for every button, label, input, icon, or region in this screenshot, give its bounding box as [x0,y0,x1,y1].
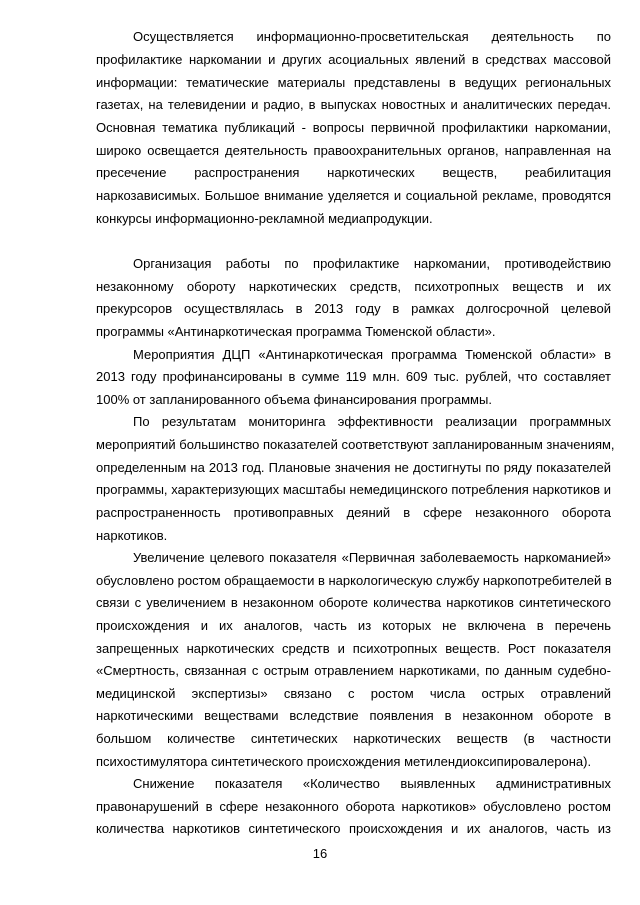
text-line: незаконному обороту наркотических средств, психотропных веществ и их [96,279,611,294]
text-line: наркозависимых. Большое внимание уделяется и социальной рекламе, проводятся [96,188,611,203]
text-line: 2013 году профинансированы в сумме 119 млн. 609 тыс. рублей, что составляет [96,369,611,384]
text-line: конкурсы информационно-рекламной медиапродукции. [96,211,433,226]
text-line: профилактике наркомании и других асоциальных явлений в средствах массовой [96,52,611,67]
text-line: наркотиков. [96,528,168,543]
text-line: По результатам мониторинга эффективности реализации программных [133,414,611,429]
text-line: прекурсоров осуществлялась в 2013 году в рамках долгосрочной целевой [96,301,611,316]
text-line: связи с увеличением в незаконном обороте количества наркотиков синтетического [96,595,611,610]
text-line: происхождения и их аналогов, часть из которых не включена в перечень [96,618,611,633]
text-line: 100% от запланированного объема финансирования программы. [96,392,492,407]
text-line: психостимулятора синтетического происхождения метилендиоксипировалерона). [96,754,592,769]
text-line: газетах, на телевидении и радио, в выпусках новостных и аналитических передач. [96,97,611,112]
text-line: широко освещается деятельность правоохранительных органов, направленная на [96,143,611,158]
text-line: большом количестве синтетических наркотических веществ (в частности [96,731,611,746]
text-line: программы, характеризующих масштабы немедицинского потребления наркотиков и [96,482,611,497]
text-line: «Смертность, связанная с острым отравлением наркотиками, по данным судебно- [96,663,611,678]
text-line: определенным на 2013 год. Плановые значения не достигнуты по ряду показателей [96,460,611,475]
text-line: программы «Антинаркотическая программа Тюменской области». [96,324,496,339]
text-line: Снижение показателя «Количество выявленных административных [133,776,611,791]
text-line: обусловлено ростом обращаемости в наркологическую службу наркопотребителей в [96,573,612,588]
text-line: распространенность противоправных деяний в сфере незаконного оборота [96,505,611,520]
text-line: Увеличение целевого показателя «Первичная заболеваемость наркоманией» [133,550,611,565]
text-line: правонарушений в сфере незаконного оборота наркотиков» обусловлено ростом [96,799,611,814]
text-line: медицинской экспертизы» связано с ростом числа острых отравлений [96,686,611,701]
text-line: информации: тематические материалы представлены в ведущих региональных [96,75,611,90]
text-line: Осуществляется информационно-просветительская деятельность по [133,29,611,44]
text-line: мероприятий большинство показателей соответствуют запланированным значениям, [96,437,615,452]
text-line: наркотическими веществами вследствие появления в незаконном обороте в [96,708,611,723]
page-number: 16 [312,846,328,861]
text-line: запрещенных наркотических средств и психотропных веществ. Рост показателя [96,641,611,656]
text-line: Организация работы по профилактике наркомании, противодействию [133,256,611,271]
text-line: Мероприятия ДЦП «Антинаркотическая программа Тюменской области» в [133,347,611,362]
text-line: пресечение распространения наркотических веществ, реабилитация [96,165,611,180]
text-line: Основная тематика публикаций - вопросы первичной профилактики наркомании, [96,120,611,135]
text-line: количества наркотиков синтетического происхождения и их аналогов, часть из [96,821,611,836]
